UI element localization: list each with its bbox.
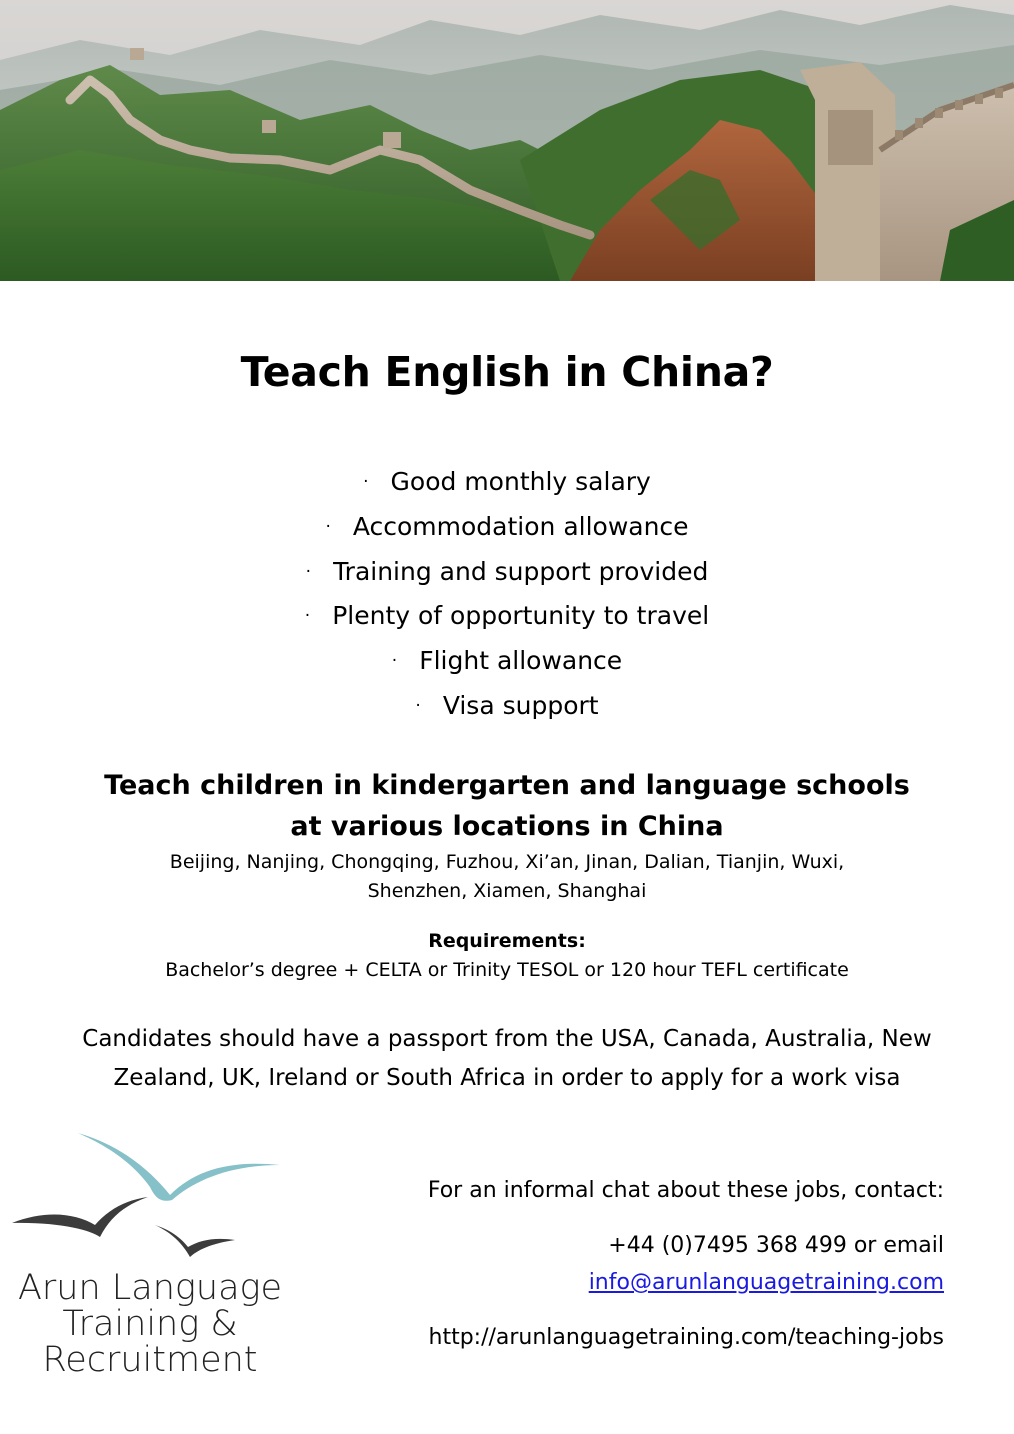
list-item: · Visa support bbox=[415, 690, 599, 720]
locations-text: Beijing, Nanjing, Chongqing, Fuzhou, Xi’an, Jinan, Dalian, Tianjin, Wuxi, Shenzhen, Xiamen, Shanghai bbox=[169, 851, 845, 902]
teach-heading bbox=[0, 765, 1014, 847]
teach-heading-line2: at various locations in China bbox=[290, 811, 724, 842]
email-link[interactable]: info@arunlanguagetraining.com bbox=[588, 1270, 944, 1295]
page-title: Teach English in China? bbox=[240, 348, 774, 396]
logo-text: Arun Language Training & Recruitment bbox=[17, 1268, 283, 1380]
contact-intro: For an informal chat about these jobs, contact: bbox=[427, 1178, 944, 1203]
website-url[interactable]: http://arunlanguagetraining.com/teaching-jobs bbox=[428, 1325, 944, 1350]
bullet-icon: · bbox=[391, 651, 398, 672]
bullet-icon: · bbox=[325, 516, 331, 537]
bullet-icon: · bbox=[363, 472, 369, 492]
contact-block bbox=[428, 1172, 944, 1356]
list-item: · Accommodation allowance bbox=[325, 511, 689, 541]
contact-phone: +44 (0)7495 368 499 or email bbox=[608, 1233, 944, 1258]
list-item: · Plenty of opportunity to travel bbox=[304, 601, 710, 631]
bullet-icon: · bbox=[415, 695, 421, 716]
bullet-icon: · bbox=[304, 606, 311, 627]
candidates-text: Candidates should have a passport from the USA, Canada, Australia, New Zealand, UK, Ireland or South Africa in order to apply for a work visa bbox=[82, 1026, 932, 1091]
hero-image bbox=[0, 0, 1014, 281]
list-item: · Training and support provided bbox=[305, 556, 709, 586]
bullet-icon: · bbox=[305, 561, 312, 582]
teach-heading-line1: Teach children in kindergarten and language schools bbox=[104, 770, 910, 801]
requirements-text: Bachelor’s degree + CELTA or Trinity TESOL or 120 hour TEFL certificate bbox=[165, 959, 849, 981]
birds-icon bbox=[0, 1125, 300, 1275]
benefits-list bbox=[0, 460, 1014, 729]
requirements-title: Requirements: bbox=[428, 930, 586, 952]
great-wall-landscape-icon bbox=[0, 0, 1014, 281]
list-item: · Good monthly salary bbox=[363, 467, 651, 496]
list-item: · Flight allowance bbox=[391, 646, 623, 676]
